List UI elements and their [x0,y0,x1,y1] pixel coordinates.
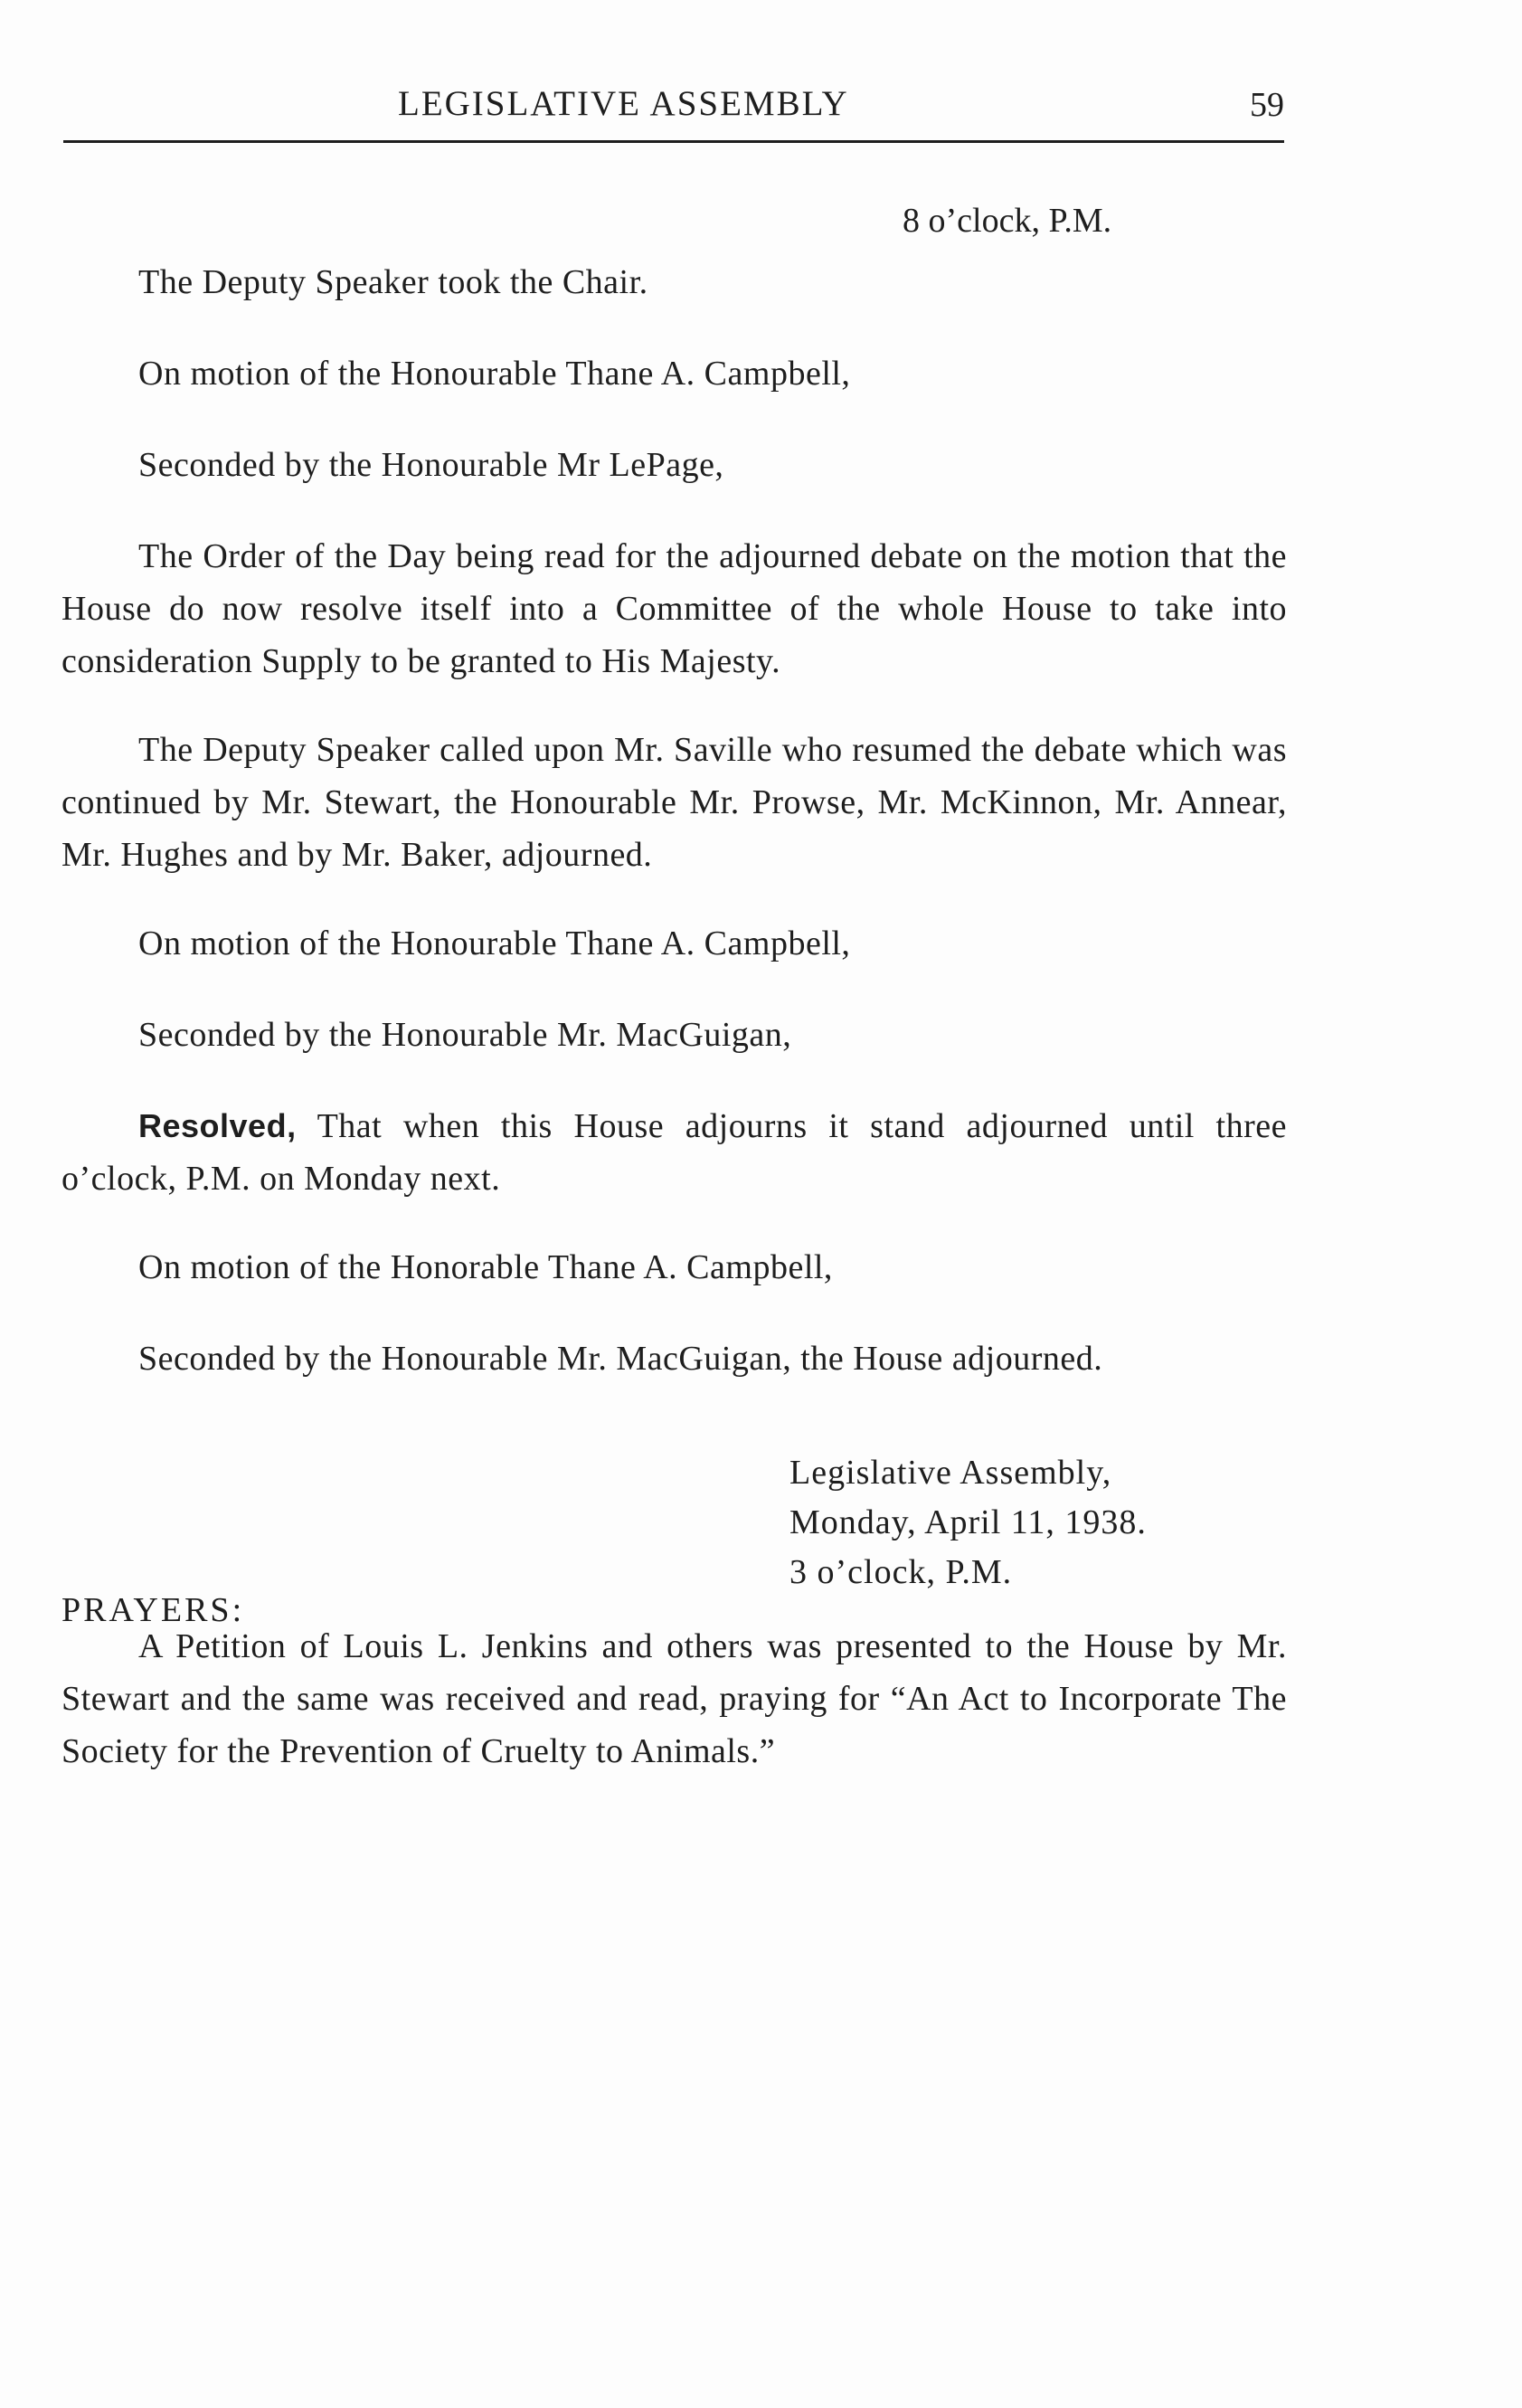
prayers-heading: PRAYERS: [61,1591,245,1629]
dateline-date: Monday, April 11, 1938. [789,1503,1147,1541]
running-head [63,83,1284,137]
resolved-label: Resolved, [138,1107,297,1144]
resolved-paragraph [61,1100,1287,1205]
motion-paragraph-1: On motion of the Honourable Thane A. Campbell, [138,355,851,393]
dateline-place: Legislative Assembly, [789,1454,1112,1492]
journal-body [61,194,1287,1814]
session-time: 8 o’clock, P.M. [903,202,1112,240]
motion-paragraph-2: On motion of the Honourable Thane A. Campbell, [138,924,851,962]
running-title: LEGISLATIVE ASSEMBLY [398,84,849,123]
seconded-paragraph-1: Seconded by the Honourable Mr LePage, [138,446,724,484]
debate-paragraph: The Deputy Speaker called upon Mr. Saville who resumed the debate which was continued by Mr. Stewart, the Honourable Mr. Prowse, Mr. McKinnon, Mr. Annear, Mr. Hughes and by Mr. Baker, adjourned. [61,731,1287,874]
page-number: 59 [1250,86,1284,124]
header-rule [63,140,1284,143]
dateline-time: 3 o’clock, P.M. [789,1553,1013,1591]
seconded-paragraph-3: Seconded by the Honourable Mr. MacGuigan, the House adjourned. [138,1340,1103,1378]
sitting-dateline-block [61,1448,1287,1629]
seconded-paragraph-2: Seconded by the Honourable Mr. MacGuigan, [138,1016,792,1054]
order-of-day-paragraph: The Order of the Day being read for the adjourned debate on the motion that the House do now resolve itself into a Committee of the whole House to take into consideration Supply to be granted to His Majesty. [61,537,1287,680]
deputy-speaker-paragraph: The Deputy Speaker took the Chair. [138,263,648,301]
sitting-dateline [789,1448,1147,1597]
petition-paragraph: A Petition of Louis L. Jenkins and others was presented to the House by Mr. Stewart and the same was received and read, praying for “An Act to Incorporate The Society for the Prevention of Cruelty to Animals.” [61,1627,1287,1770]
resolved-text: That when this House adjourns it stand adjourned until three o’clock, P.M. on Monday next. [61,1107,1287,1198]
motion-paragraph-3: On motion of the Honorable Thane A. Campbell, [138,1248,833,1286]
